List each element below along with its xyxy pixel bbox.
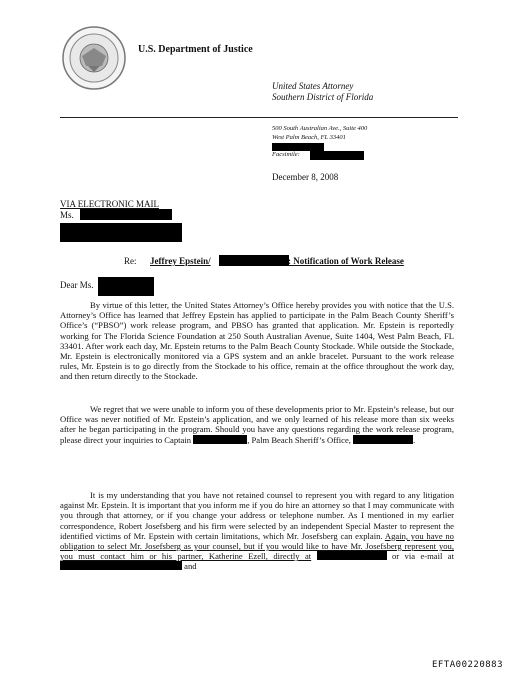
letter-date: December 8, 2008 [272, 172, 339, 182]
office-block [272, 81, 373, 103]
document-id: EFTA00220883 [432, 660, 504, 670]
facsimile-label: Facsimile: [272, 151, 300, 158]
paragraph-3-underlined: Again, you have no obligation to select Mr. Josefsberg as your counsel, but if you would like to have Mr. Josefsberg represent you, you must contact him or his partner, Katherine Ezell, directly at [60, 530, 454, 562]
captain-name-redaction [193, 434, 250, 445]
paragraph-2-text: We regret that we were unable to inform you of these developments prior to Mr. Epstein’s release, but our Office was never notified of Mr. Epstein’s application, and we only learned of his release more than six weeks after he began participating in the program. Should you have any questions regarding the work release program, please direct your inquiries to Captain [60, 404, 454, 445]
sheriff-contact-redaction [353, 434, 416, 445]
delivery-method: VIA ELECTRONIC MAIL [60, 199, 159, 209]
salutation: Dear Ms. [60, 280, 94, 290]
paragraph-2 [60, 404, 454, 445]
paragraph-2-period: . [413, 434, 416, 445]
address-line-1: 500 South Australian Ave., Suite 400 [272, 125, 368, 132]
paragraph-3 [60, 490, 454, 572]
office-line-1: United States Attorney [272, 81, 354, 91]
paragraph-2-comma: , [247, 434, 250, 445]
address-line-2: West Palm Beach, FL 33401 [272, 134, 346, 141]
re-label: Re: [124, 256, 137, 266]
paragraph-2-office: Palm Beach Sheriff’s Office, [251, 434, 351, 445]
doj-seal [62, 26, 126, 90]
agency-name: U.S. Department of Justice [138, 44, 253, 55]
paragraph-3-via: or via e-mail at [392, 551, 454, 562]
facsimile-redaction [310, 151, 364, 160]
paragraph-3-and: and [184, 561, 197, 572]
header-divider [60, 117, 458, 118]
paragraph-1: By virtue of this letter, the United States Attorney’s Office hereby provides you with notice that the U.S. Attorney’s Office has learned that Jeffrey Epstein has applied to participate in the Palm Beach County Sheriff’s Office’s (“PBSO”) work release program, and PBSO has granted that application. Mr. Epstein is reportedly working for The Florida Science Foundation at 250 South Australian Avenue, Suite 1404, West Palm Beach, FL 33401. After work each day, Mr. Epstein returns to the Palm Beach County Stockade. While outside the Stockade, Mr. Epstein is electronically monitored via a GPS system and an ankle bracelet. Pursuant to the work release rules, Mr. Epstein is to go directly from the Stockade to his office, remain at the office throughout the work day, and then return directly to the Stockade. [60, 300, 454, 382]
email-redaction [60, 561, 182, 570]
paragraph-3-text: It is my understanding that you have not retained counsel to represent you with regard to any litigation against Mr. Epstein. It is important that you inform me if you do hire an attorney so that I may communicate with you through that attorney, or if you change your address or telephone number. As I mentioned in my earlier correspondence, Robert Josefsberg and his firm were selected by an independent Special Master to represent the identified victims of Mr. Epstein with certain limitations, which Mr. Josefsberg can explain. [60, 490, 454, 541]
re-subject-start: Jeffrey Epstein/ [150, 256, 211, 266]
re-subject-end: : Notification of Work Release [288, 256, 404, 266]
office-line-2: Southern District of Florida [272, 92, 374, 102]
salutation-redaction [98, 277, 154, 296]
phone-number-redaction [317, 551, 387, 560]
address-block [272, 124, 367, 142]
phone-redaction [272, 143, 324, 151]
recipient-prefix: Ms. [60, 210, 74, 220]
recipient-address-redaction [60, 223, 182, 242]
recipient-name-redaction [80, 209, 172, 220]
facsimile-line [272, 151, 300, 158]
re-subject-redaction [219, 255, 289, 266]
